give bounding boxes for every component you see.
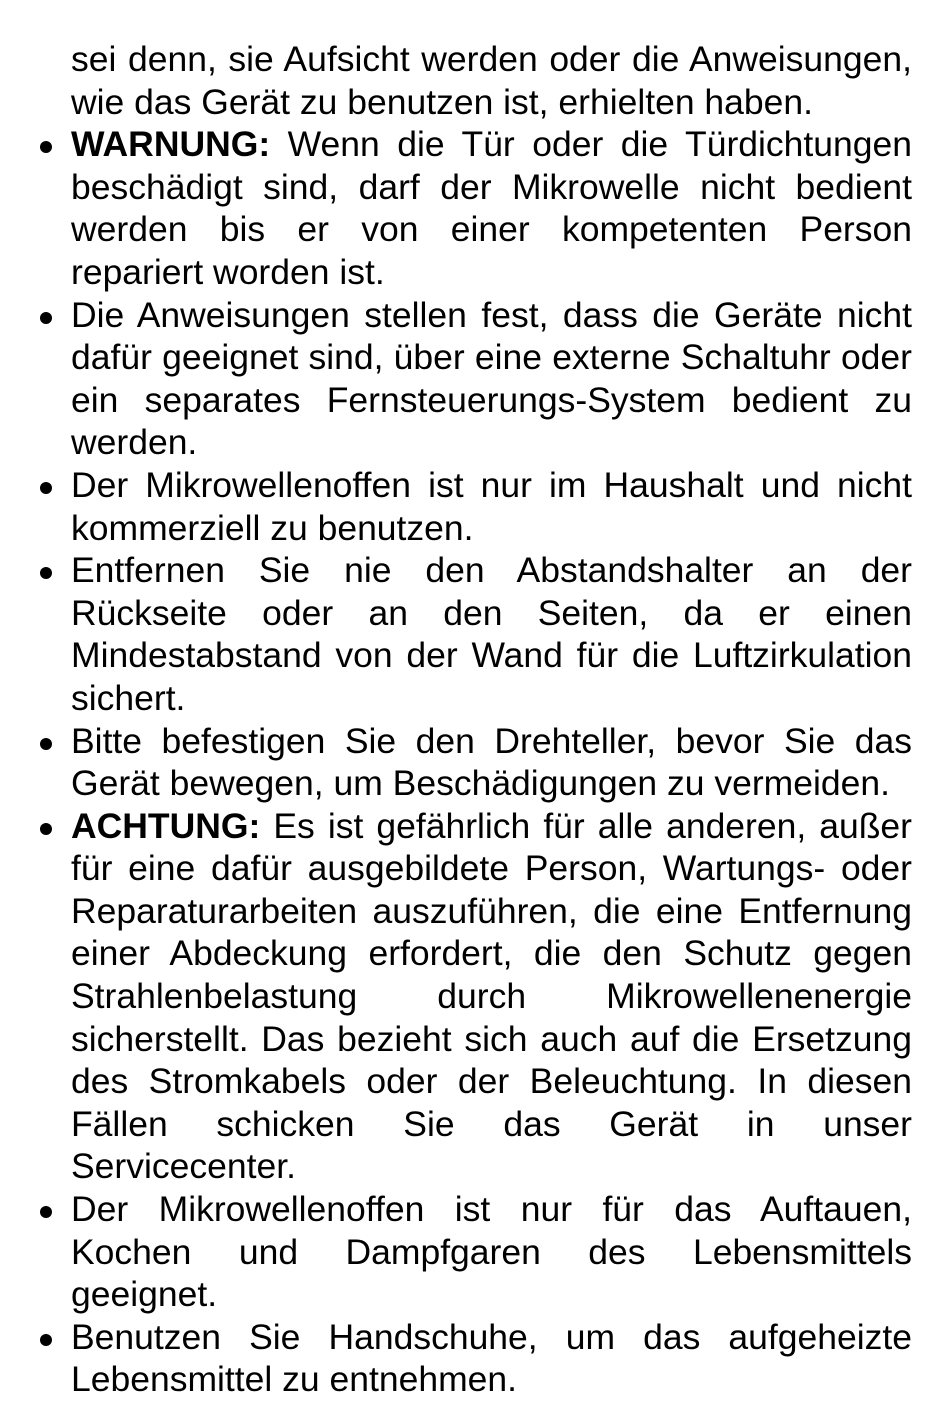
list-item xyxy=(0,294,950,464)
bullet-icon xyxy=(40,738,52,750)
bullet-icon xyxy=(40,1334,52,1346)
continuation-paragraph: sei denn, sie Aufsicht werden oder die Anweisungen, wie das Gerät zu benutzen ist, erhielten haben. xyxy=(71,39,912,122)
list-item-text: Die Anweisungen stellen fest, dass die Geräte nicht dafür geeignet sind, über eine externe Schaltuhr oder ein separates Fernsteuerungs-System bedient zu werden. xyxy=(71,294,912,463)
list-item-text: Es ist gefährlich für alle anderen, außer für eine dafür ausgebildete Person, Wartungs- oder Reparaturarbeiten auszuführen, die eine Entfernung einer Abdeckung erfordert, die den Schutz gegen Strahlenbelastung durch Mikrowellenenergie sicherstellt. Das bezieht sich auch auf die Ersetzung des Stromkabels oder der Beleuchtung. In diesen Fällen schicken Sie das Gerät in unser Servicecenter. xyxy=(71,805,912,1187)
bullet-icon xyxy=(40,141,52,153)
list-item-text: Der Mikrowellenoffen ist nur im Haushalt und nicht kommerziell zu benutzen. xyxy=(71,464,912,548)
list-item-text: Bitte befestigen Sie den Drehteller, bevor Sie das Gerät bewegen, um Beschädigungen zu vermeiden. xyxy=(71,720,912,804)
list-item xyxy=(0,549,950,719)
bullet-icon xyxy=(40,823,52,835)
list-item xyxy=(0,720,950,805)
list-item xyxy=(0,805,950,1188)
bullet-icon xyxy=(40,482,52,494)
bullet-icon xyxy=(40,1206,52,1218)
list-item xyxy=(0,1188,950,1316)
list-item xyxy=(0,123,950,293)
warning-label: WARNUNG: xyxy=(71,124,271,165)
list-item-text: Wenn die Tür oder die Türdichtungen beschädigt sind, darf der Mikrowelle nicht bedient werden bis er von einer kompetenten Person repariert worden ist. xyxy=(71,124,912,292)
list-item-text: Entfernen Sie nie den Abstandshalter an der Rückseite oder an den Seiten, da er einen Mindestabstand von der Wand für die Luftzirkulation sichert. xyxy=(71,550,912,718)
safety-instructions-list xyxy=(0,123,950,1401)
bullet-icon xyxy=(40,567,52,579)
list-item xyxy=(0,464,950,549)
document-page xyxy=(0,38,950,1401)
list-item-text: Benutzen Sie Handschuhe, um das aufgeheizte Lebensmittel zu entnehmen. xyxy=(71,1316,912,1400)
caution-label: ACHTUNG: xyxy=(71,805,261,846)
list-item xyxy=(0,1316,950,1401)
list-item-text: Der Mikrowellenoffen ist nur für das Auftauen, Kochen und Dampfgaren des Lebensmittels geeignet. xyxy=(71,1189,912,1315)
bullet-icon xyxy=(40,312,52,324)
